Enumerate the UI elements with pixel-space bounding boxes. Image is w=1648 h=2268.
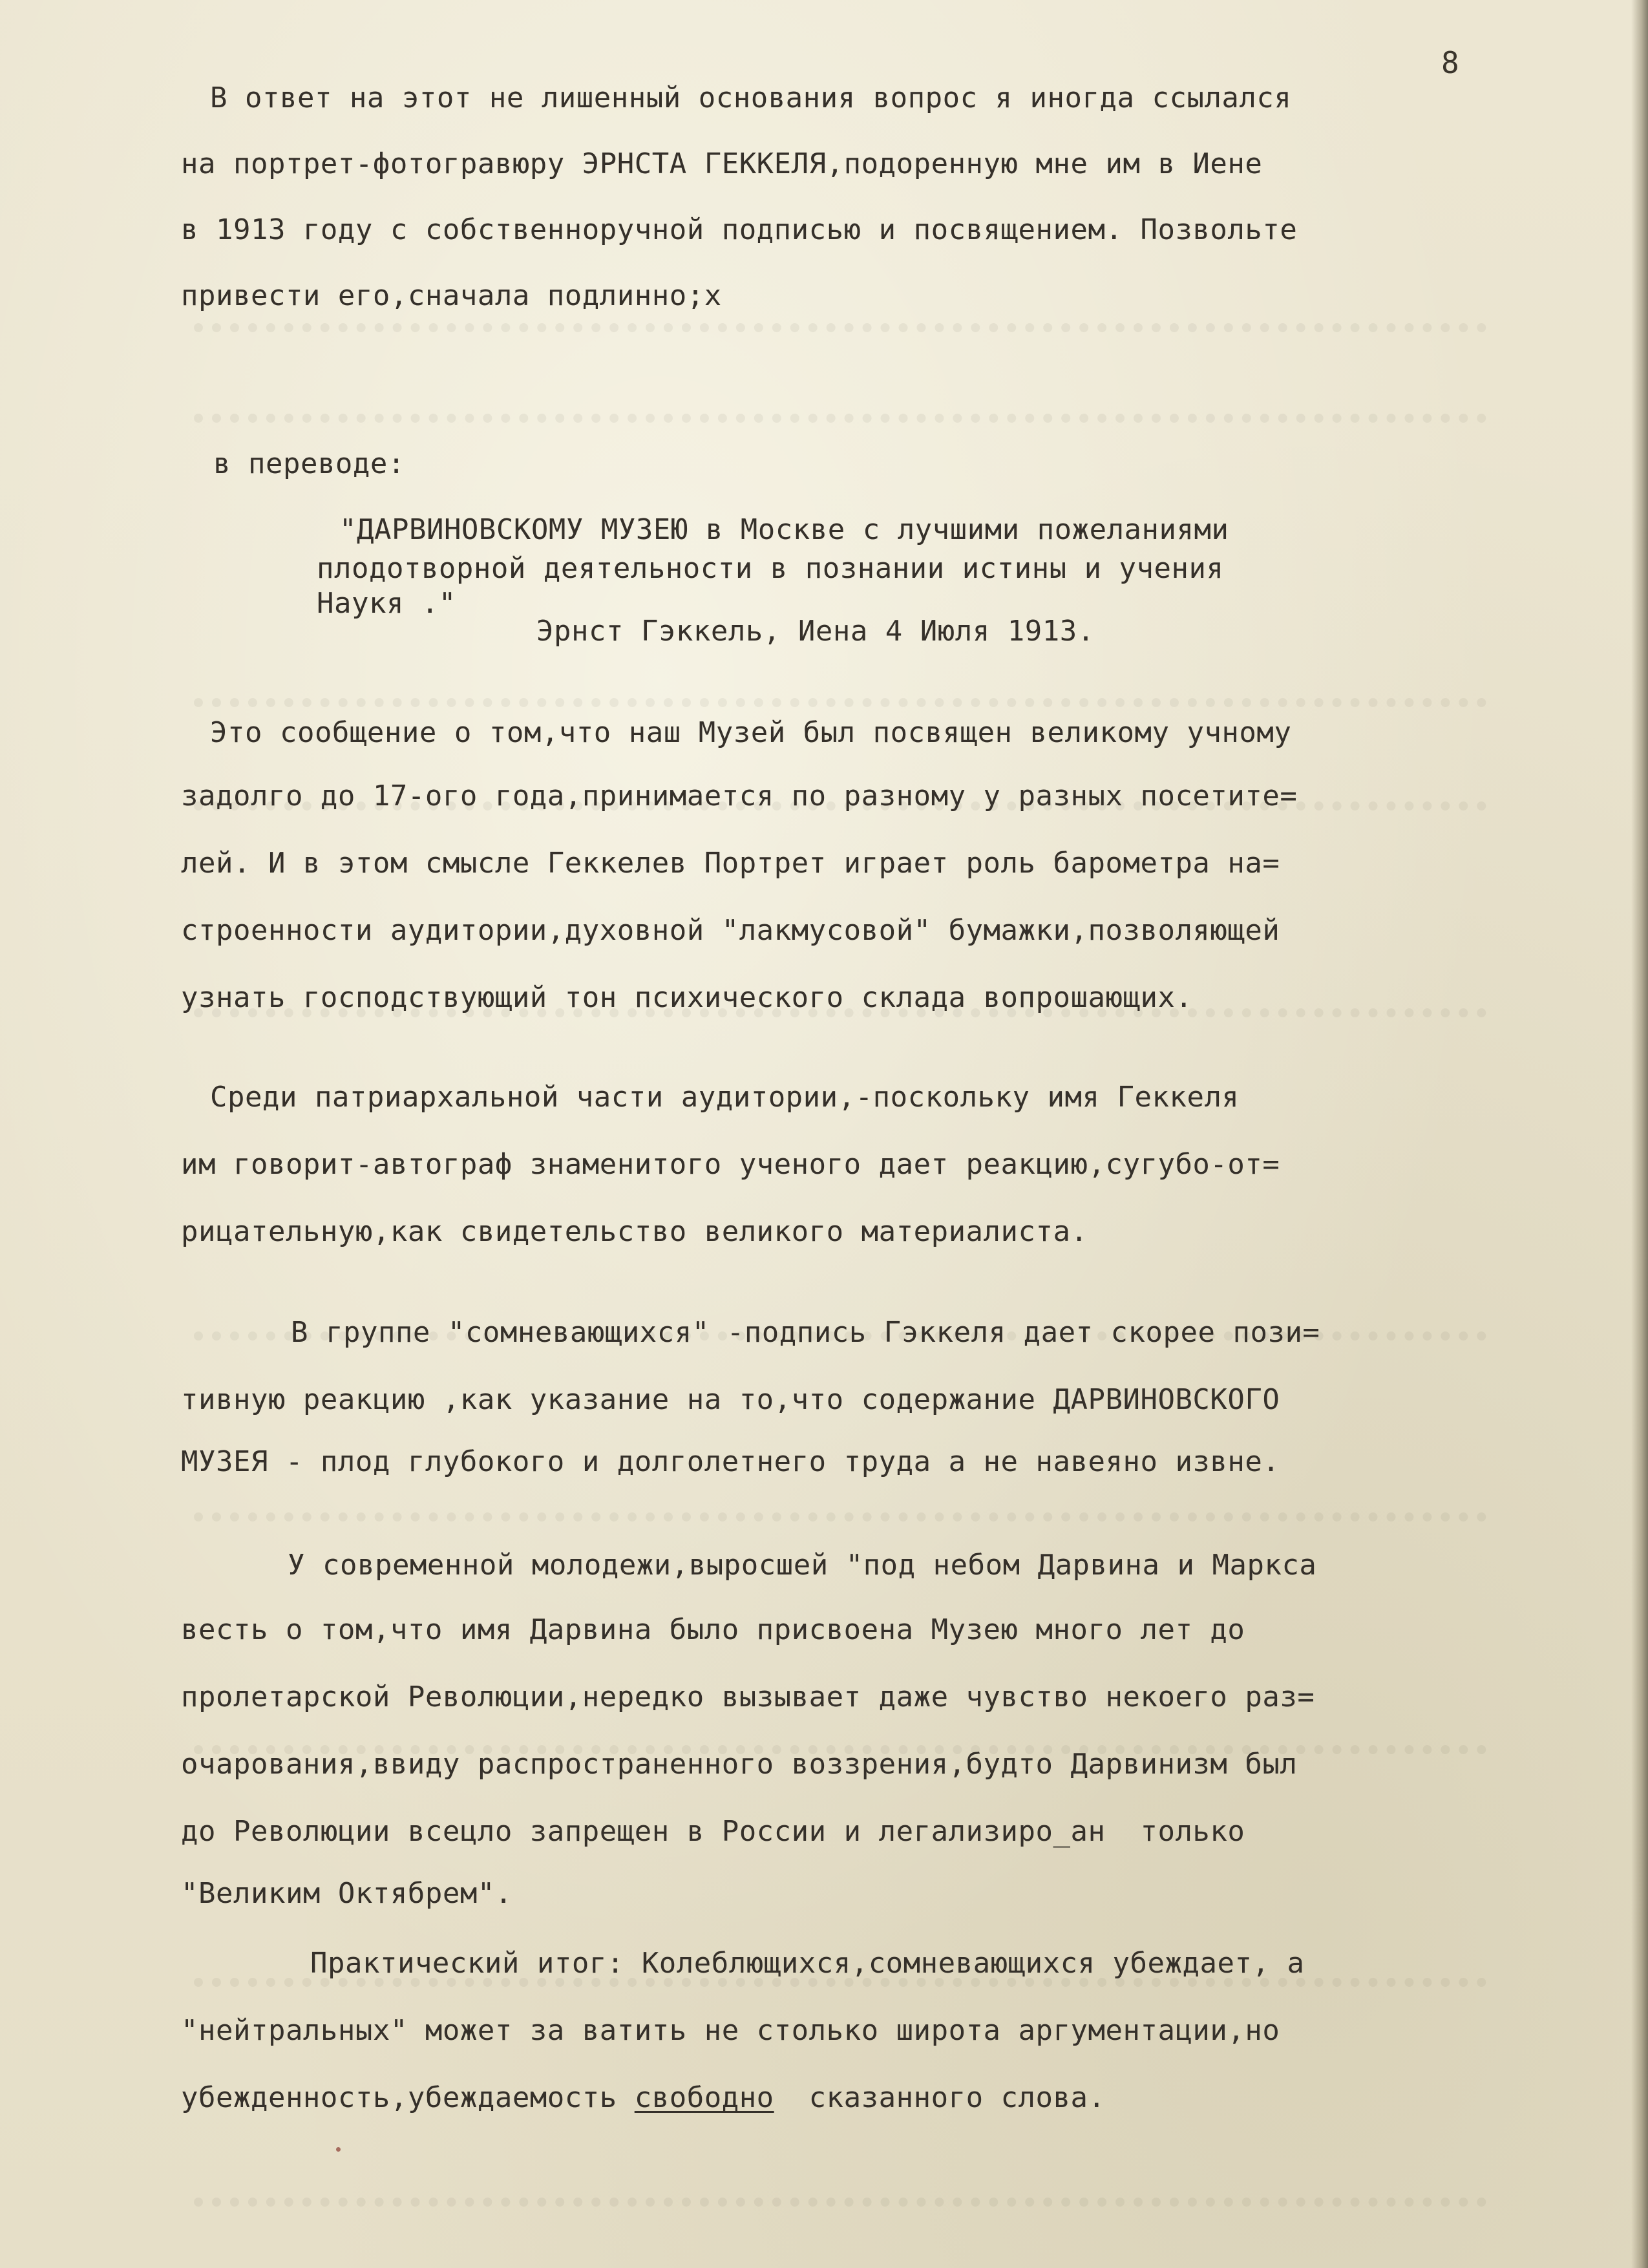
page-number: 8 bbox=[1441, 45, 1459, 80]
paragraph-4-line-3: МУЗЕЯ - плод глубокого и долголетнего труда а не навеяно извне. bbox=[181, 1445, 1280, 1478]
paragraph-5-line-1: У современной молодежи,выросшей "под небом Дарвина и Маркса bbox=[288, 1549, 1317, 1582]
dedication-signature: Эрнст Гэккель, Иена 4 Июля 1913. bbox=[536, 615, 1095, 648]
paragraph-1-line-3: в 1913 году с собственноручной подписью и посвящением. Позвольте bbox=[181, 213, 1298, 246]
page-edge-shadow bbox=[1631, 0, 1648, 2268]
paragraph-1-line-2: на портрет-фотогравюру ЭРНСТА ГЕККЕЛЯ,подоренную мне им в Иене bbox=[181, 147, 1263, 180]
paragraph-5-line-2: весть о том,что имя Дарвина было присвоена Музею много лет до bbox=[181, 1613, 1245, 1646]
paragraph-1-line-4: привести его,сначала подлинно;х bbox=[181, 279, 722, 312]
paragraph-6-line-3-start: убежденность,убеждаемость bbox=[181, 2081, 635, 2114]
paragraph-3-line-3: рицательную,как свидетельство великого материалиста. bbox=[181, 1215, 1088, 1248]
dedication-line-2: плодотворной деятельности в познании истины и учения bbox=[317, 552, 1224, 585]
paragraph-5-line-3: пролетарской Революции,нередко вызывает даже чувство некоего раз= bbox=[181, 1680, 1315, 1713]
paragraph-2-line-4: строенности аудитории,духовной "лакмусовой" бумажки,позволяющей bbox=[181, 914, 1280, 947]
paragraph-5-line-4: очарования,ввиду распространенного воззрения,будто Дарвинизм был bbox=[181, 1748, 1298, 1781]
paragraph-1-line-1: В ответ на этот не лишенный основания вопрос я иногда ссылался bbox=[210, 81, 1292, 114]
paragraph-3-line-1: Среди патриархальной части аудитории,-поскольку имя Геккеля bbox=[210, 1081, 1240, 1114]
paragraph-2-line-1: Это сообщение о том,что наш Музей был посвящен великому учному bbox=[210, 716, 1292, 749]
paragraph-4-line-1: В группе "сомневающихся" -подпись Гэккеля дает скорее пози= bbox=[291, 1316, 1320, 1349]
paragraph-6-line-2: "нейтральных" может за ватить не столько широта аргументации,но bbox=[181, 2014, 1280, 2047]
paragraph-6-line-3-end: сказанного слова. bbox=[774, 2081, 1106, 2114]
paragraph-5-line-5: до Революции всецло запрещен в России и легализиро_ан только bbox=[181, 1815, 1245, 1848]
paragraph-2-line-3: лей. И в этом смысле Геккелев Портрет играет роль барометра на= bbox=[181, 847, 1280, 880]
translation-intro: в переводе: bbox=[213, 447, 405, 480]
ink-smudge bbox=[336, 2147, 341, 2152]
dedication-line-1: "ДАРВИНОВСКОМУ МУЗЕЮ в Москве с лучшими пожеланиями bbox=[339, 513, 1229, 546]
paragraph-4-line-2: тивную реакцию ,как указание на то,что содержание ДАРВИНОВСКОГО bbox=[181, 1383, 1280, 1416]
dedication-line-3: Наукя ." bbox=[317, 587, 456, 620]
paragraph-6-line-3 bbox=[181, 2081, 1106, 2114]
paragraph-5-line-6: "Великим Октябрем". bbox=[181, 1877, 512, 1910]
paragraph-6-line-1: Практический итог: Колеблющихся,сомневающихся убеждает, а bbox=[310, 1947, 1305, 1980]
underlined-word: свободно bbox=[634, 2081, 774, 2114]
paragraph-3-line-2: им говорит-автограф знаменитого ученого дает реакцию,сугубо-от= bbox=[181, 1148, 1280, 1181]
paragraph-2-line-5: узнать господствующий тон психического склада вопрошающих. bbox=[181, 981, 1193, 1014]
paragraph-2-line-2: задолго до 17-ого года,принимается по разному у разных посетите= bbox=[181, 779, 1298, 812]
